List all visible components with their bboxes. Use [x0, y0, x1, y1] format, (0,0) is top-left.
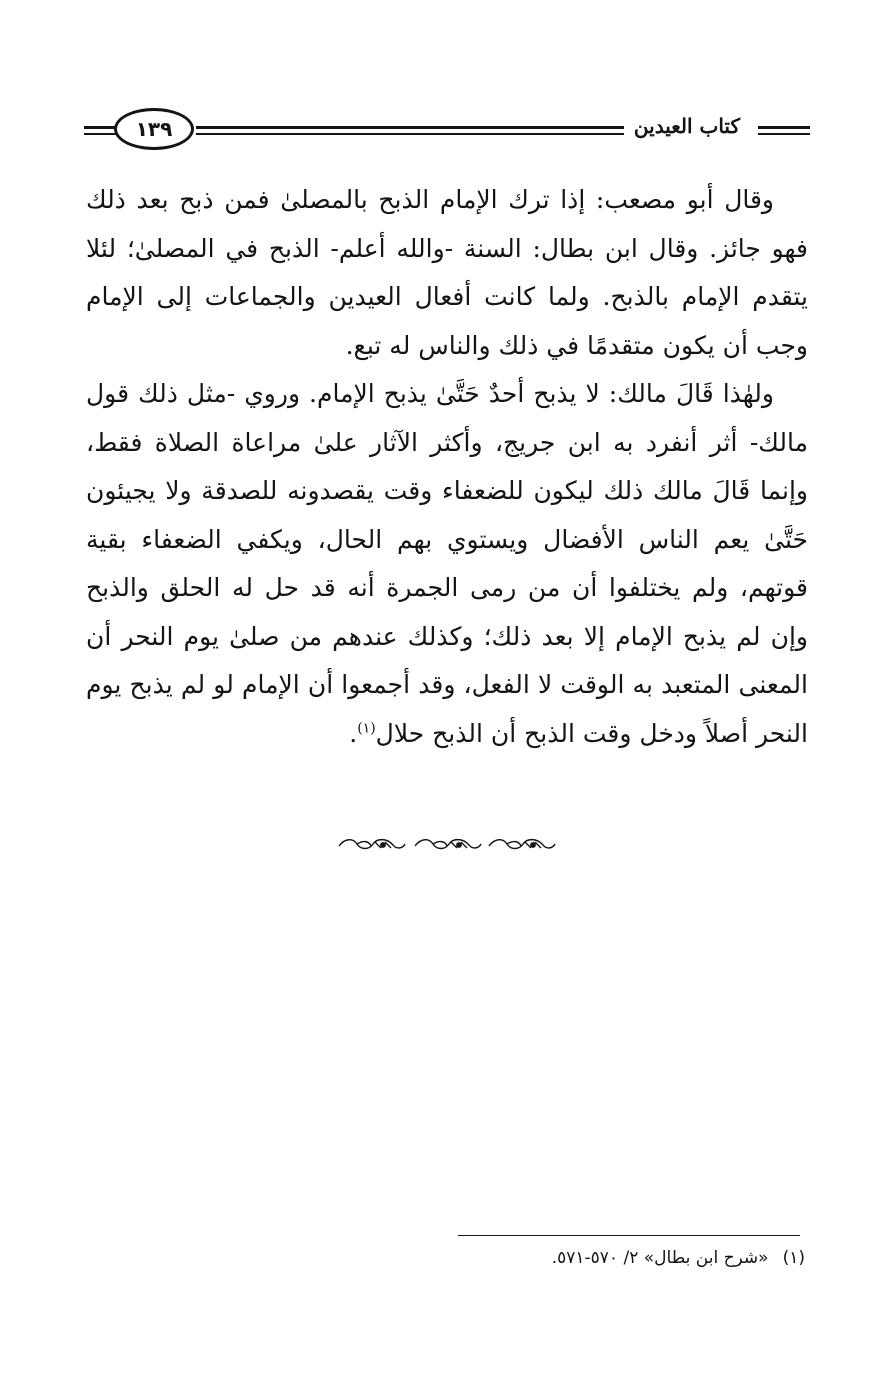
footnote	[552, 1248, 805, 1268]
header-rule	[84, 126, 118, 129]
page-number: ١٣٩	[135, 117, 173, 141]
header-rule	[196, 126, 696, 129]
header-rule	[196, 133, 696, 135]
header-rule	[84, 133, 118, 135]
main-text	[86, 176, 808, 758]
running-title: كتاب العيدين	[624, 114, 750, 138]
closing-period: .	[349, 718, 358, 748]
header-rule	[758, 133, 810, 135]
footnote-text: «شرح ابن بطال» ٢/ ٥٧٠-٥٧١.	[551, 1248, 769, 1268]
ornament-unit	[415, 840, 481, 849]
footnote-number: (١)	[782, 1248, 805, 1268]
ornament-unit	[489, 840, 555, 849]
page-number-frame	[114, 108, 194, 150]
header-rule	[758, 126, 810, 129]
paragraph-text: ولهٰذا قَالَ مالك: لا يذبح أحدٌ حَتَّىٰ يذبح الإمام. وروي -مثل ذلك قول مالك- أثر أنفرد به ابن جريج، وأكثر الآثار علىٰ مراعاة الصلاة فقط، وإنما قَالَ مالك ذلك ليكون للضعفاء وقت يقصدونه للصدقة ولا يجيئون حَتَّىٰ يعم الناس الأفضال ويستوي بهم الحال، ويكفي الضعفاء بقية قوتهم، ولم يختلفوا أن من رمى الجمرة أنه قد حل له الحلق والذبح وإن لم يذبح الإمام إلا بعد ذلك؛ وكذلك عندهم من صلىٰ يوم النحر أن المعنى المتعبد به الوقت لا الفعل، وقد أجمعوا أن الإمام لو لم يذبح يوم النحر أصلاً ودخل وقت الذبح أن الذبح حلال	[86, 379, 809, 748]
page-header	[84, 108, 810, 158]
footnote-reference: (١)	[357, 720, 376, 737]
paragraph	[86, 370, 808, 758]
paragraph: وقال أبو مصعب: إذا ترك الإمام الذبح بالمصلىٰ فمن ذبح بعد ذلك فهو جائز. وقال ابن بطال: السنة -والله أعلم- الذبح في المصلىٰ؛ لئلا يتقدم الإمام بالذبح. ولما كانت أفعال العيدين والجماعات إلى الإمام وجب أن يكون متقدمًا في ذلك والناس له تبع.	[86, 185, 808, 360]
ornament-unit	[339, 840, 405, 849]
footnote-separator	[458, 1235, 800, 1236]
floral-divider-icon	[335, 834, 559, 856]
